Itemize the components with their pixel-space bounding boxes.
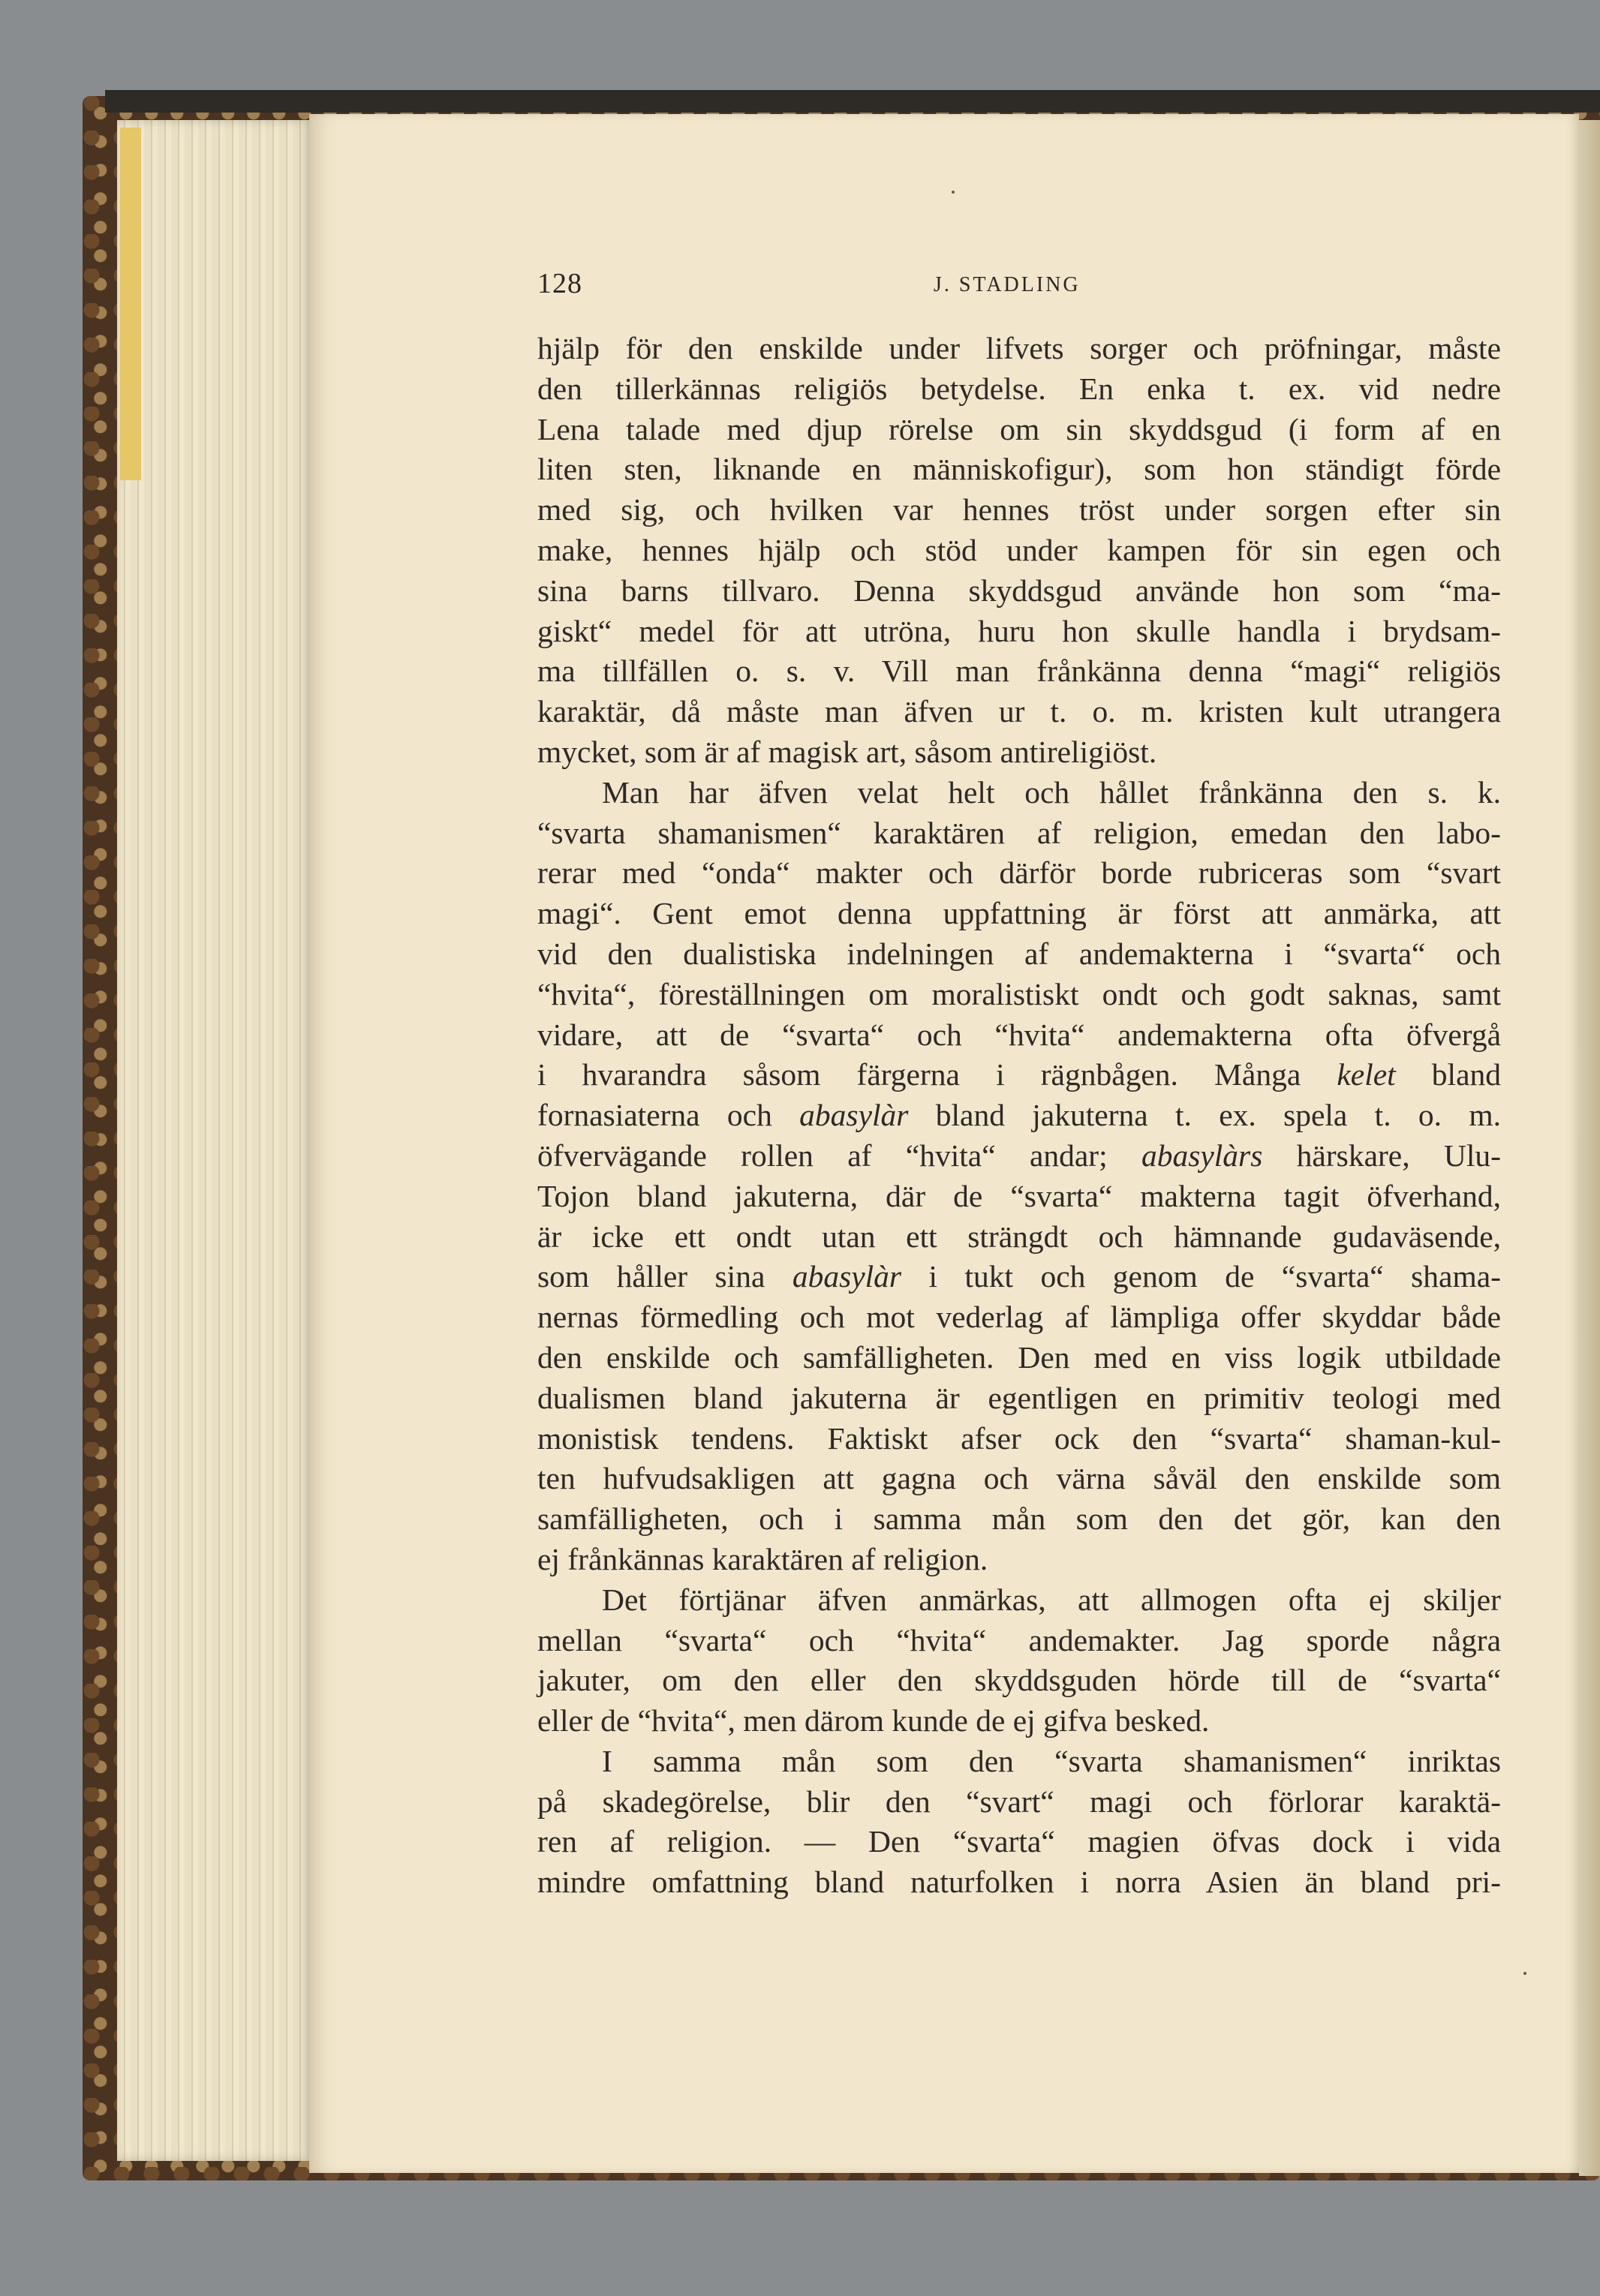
text-line: “svarta shamanismen“ karaktären af religion, emedan den labo- xyxy=(537,815,1501,850)
paper-speck xyxy=(952,191,955,194)
body-text xyxy=(537,329,1501,1903)
text-line: hjälp för den enskilde under lifvets sorger och pröfningar, måste xyxy=(537,331,1501,365)
text-line: giskt“ medel för att utröna, huru hon skulle handla i brydsam- xyxy=(537,613,1501,648)
text-line: ten hufvudsakligen att gagna och värna såväl den enskilde som xyxy=(537,1461,1501,1496)
text-line: som håller sina abasylàr i tukt och genom de “svarta“ shama- xyxy=(537,1259,1502,1294)
page-number: 128 xyxy=(537,268,582,299)
text-line: rerar med “onda“ makter och därför borde rubriceras som “svart xyxy=(537,855,1501,891)
running-head: J. STADLING xyxy=(934,273,1081,296)
text-line: jakuter, om den eller den skyddsguden hörde till de “svarta“ xyxy=(537,1663,1501,1698)
page-header xyxy=(537,267,1505,312)
text-line: dualismen bland jakuterna är egentligen en primitiv teologi med xyxy=(537,1380,1501,1415)
text-line: är icke ett ondt utan ett strängdt och hämnande gudaväsende, xyxy=(537,1219,1501,1254)
text-line: ej frånkännas karaktären af religion. xyxy=(537,1541,988,1576)
text-line: ren af religion. — Den “svarta“ magien öfvas dock i vida xyxy=(537,1824,1501,1859)
text-line: ma tillfällen o. s. v. Vill man frånkänna denna “magi“ religiös xyxy=(537,654,1501,689)
text-line: I samma mån som den “svarta shamanismen“ inriktas xyxy=(602,1743,1501,1778)
bookmark-strip xyxy=(120,128,141,480)
text-line: monistisk tendens. Faktiskt afser ock den “svarta“ shaman-kul- xyxy=(537,1420,1501,1456)
paper-speck xyxy=(1523,1972,1526,1975)
text-line: “hvita“, föreställningen om moralistiskt ondt och godt saknas, samt xyxy=(537,976,1501,1011)
text-line: den enskilde och samfälligheten. Den med en viss logik utbildade xyxy=(537,1339,1501,1375)
text-line: liten sten, liknande en människofigur), som hon ständigt förde xyxy=(537,452,1501,487)
page-stack-left xyxy=(117,120,312,2161)
text-line: nernas förmedling och mot vederlag af lämpliga offer skyddar både xyxy=(537,1300,1501,1335)
text-line: mellan “svarta“ och “hvita“ andemakter. Jag sporde några xyxy=(537,1622,1501,1657)
text-line: eller de “hvita“, men därom kunde de ej gifva besked. xyxy=(537,1703,1210,1739)
text-line: samfälligheten, och i samma mån som den det gör, kan den xyxy=(537,1501,1501,1537)
page-right-edge xyxy=(1579,120,1600,2176)
text-line: make, hennes hjälp och stöd under kampen för sin egen och xyxy=(537,532,1501,567)
text-line: öfvervägande rollen af “hvita“ andar; abasylàrs härskare, Ulu- xyxy=(537,1137,1501,1173)
book-cover-top-edge xyxy=(105,90,1600,113)
text-line: i hvarandra såsom färgerna i rägnbågen. Många kelet bland xyxy=(537,1057,1501,1092)
text-line: mycket, som är af magisk art, såsom antireligiöst. xyxy=(537,734,1157,769)
text-line: vid den dualistiska indelningen af andemakterna i “svarta“ och xyxy=(537,936,1501,971)
text-line: med sig, och hvilken var hennes tröst under sorgen efter sin xyxy=(537,492,1501,527)
text-line: den tillerkännas religiös betydelse. En enka t. ex. vid nedre xyxy=(537,371,1501,406)
text-line: Man har äfven velat helt och hållet frånkänna den s. k. xyxy=(602,774,1501,810)
text-line: karaktär, då måste man äfven ur t. o. m. kristen kult utrangera xyxy=(537,694,1501,729)
text-line: på skadegörelse, blir den “svart“ magi och förlorar karaktä- xyxy=(537,1784,1501,1819)
text-line: Lena talade med djup rörelse om sin skyddsgud (i form af en xyxy=(537,411,1501,446)
text-line: Tojon bland jakuterna, där de “svarta“ makterna tagit öfverhand, xyxy=(537,1178,1501,1213)
text-line: mindre omfattning bland naturfolken i norra Asien än bland pri- xyxy=(537,1865,1501,1900)
text-line: magi“. Gent emot denna uppfattning är först att anmärka, att xyxy=(537,896,1501,931)
text-line: sina barns tillvaro. Denna skyddsgud använde hon som “ma- xyxy=(537,572,1501,608)
text-line: fornasiaterna och abasylàr bland jakuterna t. ex. spela t. o. m. xyxy=(537,1098,1501,1133)
text-line: vidare, att de “svarta“ och “hvita“ andemakterna ofta öfvergå xyxy=(537,1017,1501,1052)
text-line: Det förtjänar äfven anmärkas, att allmogen ofta ej skiljer xyxy=(602,1582,1501,1617)
